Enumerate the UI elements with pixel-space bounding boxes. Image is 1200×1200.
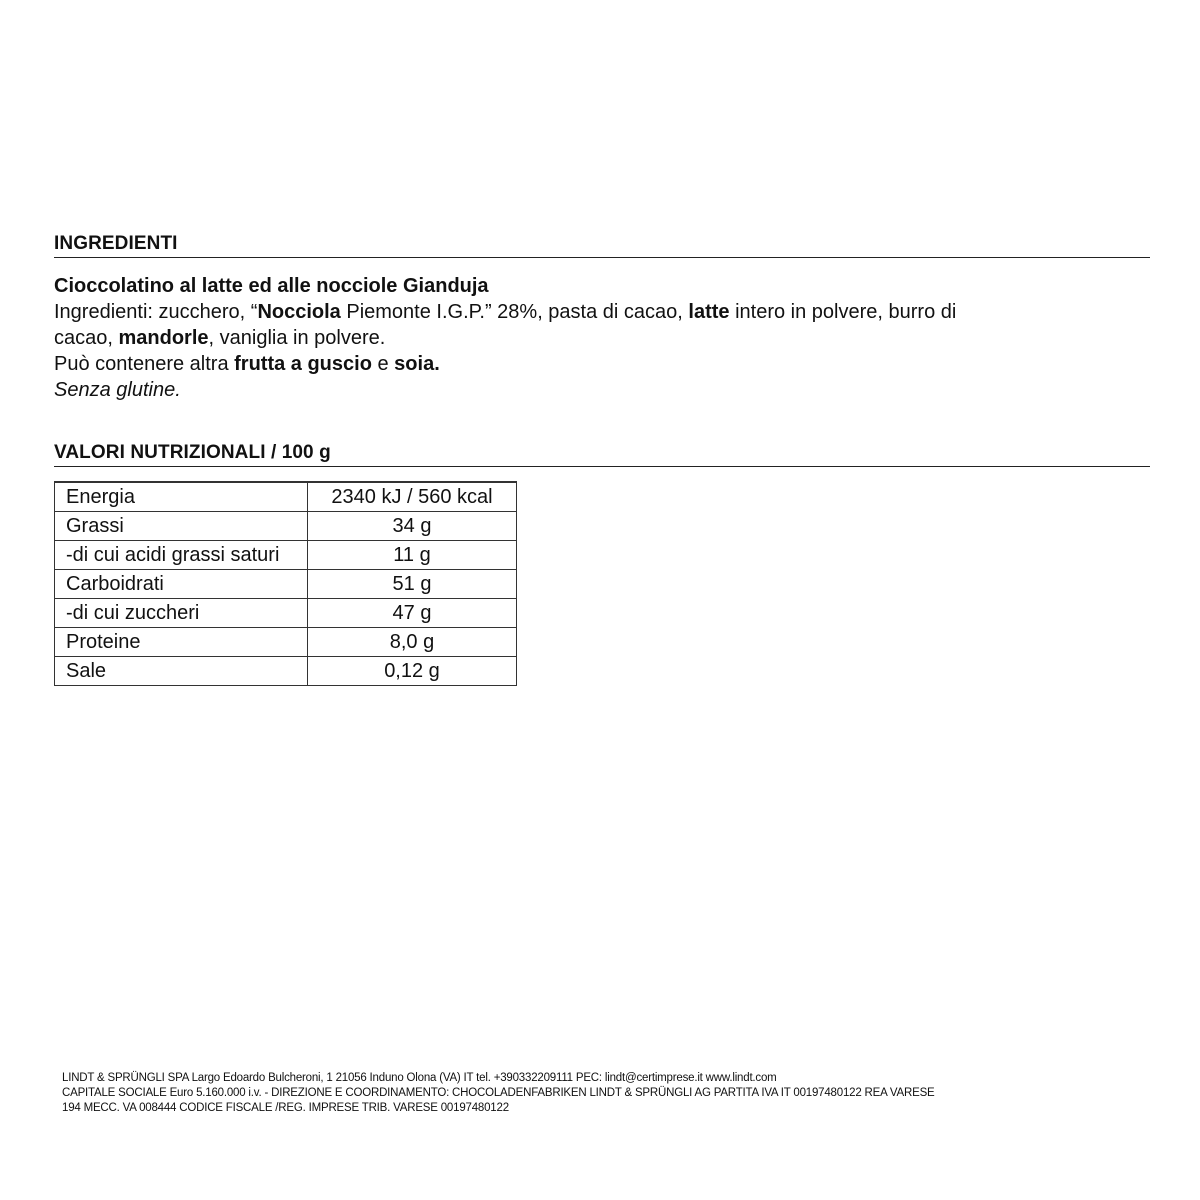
text-segment: e: [371, 353, 395, 375]
allergen-text: Nocciola: [257, 301, 341, 323]
allergen-text: mandorle: [118, 327, 209, 349]
ingredients-line-2: [54, 325, 1150, 351]
text-segment: Piemonte I.G.P.” 28%, pasta di cacao,: [340, 301, 689, 323]
table-row: [55, 570, 517, 599]
text-segment: cacao,: [54, 327, 119, 349]
table-row: [55, 599, 517, 628]
table-row: [55, 628, 517, 657]
nutrient-value: 51 g: [308, 570, 517, 599]
nutrient-value: 2340 kJ / 560 kcal: [308, 482, 517, 512]
allergen-warning: [54, 351, 1150, 377]
nutrient-label: Grassi: [55, 512, 308, 541]
nutrient-value: 8,0 g: [308, 628, 517, 657]
allergen-text: latte: [688, 301, 730, 323]
company-footer: [62, 1071, 1152, 1116]
ingredients-heading: INGREDIENTI: [54, 233, 1150, 258]
table-row: [55, 657, 517, 686]
nutrient-value: 11 g: [308, 541, 517, 570]
nutrient-label: -di cui acidi grassi saturi: [55, 541, 308, 570]
gluten-free-note: Senza glutine.: [54, 379, 181, 401]
nutrient-label: Proteine: [55, 628, 308, 657]
text-segment: intero in polvere, burro di: [729, 301, 957, 323]
product-title: Cioccolatino al latte ed alle nocciole Gianduja: [54, 275, 489, 297]
nutrient-label: Carboidrati: [55, 570, 308, 599]
footer-line-2: CAPITALE SOCIALE Euro 5.160.000 i.v. - DIREZIONE E COORDINAMENTO: CHOCOLADENFABRIKEN LINDT & SPRÜNGLI AG PARTITA IVA IT 00197480122 REA VARESE: [62, 1087, 935, 1099]
nutrient-value: 0,12 g: [308, 657, 517, 686]
allergen-text: soia.: [394, 353, 440, 375]
table-row: [55, 541, 517, 570]
nutrition-table: [54, 481, 517, 686]
ingredients-line-1: [54, 299, 1150, 325]
ingredients-block: [54, 273, 1150, 403]
nutrient-label: -di cui zuccheri: [55, 599, 308, 628]
text-segment: Ingredienti: zucchero, “: [54, 301, 258, 323]
nutrition-heading: VALORI NUTRIZIONALI / 100 g: [54, 442, 1150, 467]
text-segment: , vaniglia in polvere.: [208, 327, 386, 349]
table-row: [55, 512, 517, 541]
nutrient-value: 34 g: [308, 512, 517, 541]
nutrient-label: Sale: [55, 657, 308, 686]
footer-line-3: 194 MECC. VA 008444 CODICE FISCALE /REG. IMPRESE TRIB. VARESE 00197480122: [62, 1102, 509, 1114]
nutrient-value: 47 g: [308, 599, 517, 628]
text-segment: Può contenere altra: [54, 353, 235, 375]
nutrient-label: Energia: [55, 482, 308, 512]
allergen-text: frutta a guscio: [234, 353, 372, 375]
table-row: [55, 482, 517, 512]
footer-line-1: LINDT & SPRÜNGLI SPA Largo Edoardo Bulcheroni, 1 21056 Induno Olona (VA) IT tel. +390332209111 PEC: lindt@certimprese.it www.lindt.com: [62, 1072, 777, 1084]
